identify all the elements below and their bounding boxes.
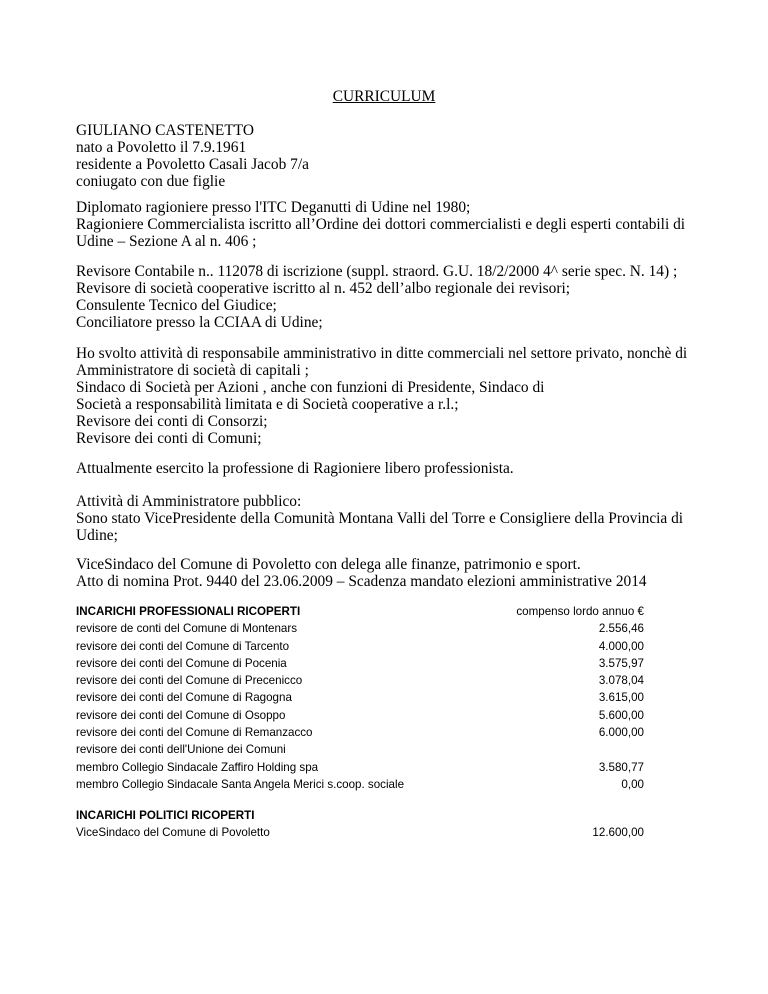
experience-line: Revisore dei conti di Comuni; [76,430,262,447]
experience-line: Sindaco di Società per Azioni , anche con funzioni di Presidente, Sindaco di [76,379,545,396]
table-row [76,724,644,741]
person-name: GIULIANO CASTENETTO [76,122,254,139]
family-info: coniugato con due figlie [76,173,226,190]
row-label: revisore dei conti del Comune di Ragogna [76,691,292,705]
table-row [76,824,644,841]
public-admin-line: Udine; [76,527,118,544]
current-profession [76,460,706,477]
education-line: Ragioniere Commercialista iscritto all’Ordine dei dottori commercialisti e degli esperti contabili di [76,216,686,233]
education-line: Diplomato ragioniere presso l'ITC Deganutti di Udine nel 1980; [76,199,471,216]
row-amount: 0,00 [621,777,644,791]
vicesindaco-line: ViceSindaco del Comune di Povoletto con delega alle finanze, patrimonio e sport. [76,556,581,573]
political-table [76,807,644,842]
public-admin-line: Sono stato VicePresidente della Comunità Montana Valli del Torre e Consigliere della Provincia di [76,510,684,527]
personal-info [76,122,706,190]
row-amount: 3.575,97 [598,656,644,670]
residence-info: residente a Povoletto Casali Jacob 7/a [76,156,309,173]
row-amount: 3.078,04 [598,674,644,688]
row-amount: 3.615,00 [598,691,644,705]
row-label: revisore dei conti del Comune di Osoppo [76,708,286,722]
row-label: revisore dei conti dell'Unione dei Comuni [76,743,286,757]
education-line: Udine – Sezione A al n. 406 ; [76,233,257,250]
education-section [76,199,706,250]
table-row [76,741,644,758]
experience-line: Revisore dei conti di Consorzi; [76,413,268,430]
row-amount: 4.000,00 [598,639,644,653]
table-row [76,620,644,637]
row-amount: 3.580,77 [598,760,644,774]
registration-line: Conciliatore presso la CCIAA di Udine; [76,314,323,331]
document-title: CURRICULUM [332,88,436,105]
table-header-row [76,807,644,824]
registration-line: Revisore di società cooperative iscritto al n. 452 dell’albo regionale dei revisori; [76,280,571,297]
row-label: membro Collegio Sindacale Santa Angela Merici s.coop. sociale [76,777,405,791]
vicesindaco-section [76,556,706,590]
political-table-header: INCARICHI POLITICI RICOPERTI [76,809,255,822]
row-label: revisore dei conti del Comune di Remanzacco [76,726,313,740]
professional-table-header: INCARICHI PROFESSIONALI RICOPERTI [76,605,301,618]
row-amount: 6.000,00 [598,726,644,740]
experience-line: Amministratore di società di capitali ; [76,362,309,379]
registration-line: Consulente Tecnico del Giudice; [76,297,277,314]
table-row [76,759,644,776]
public-admin-line: Attività di Amministratore pubblico: [76,493,302,510]
table-header-row [76,603,644,620]
row-label: revisore dei conti del Comune di Precenicco [76,674,303,688]
row-label: ViceSindaco del Comune di Povoletto [76,826,270,840]
table-row [76,689,644,706]
table-row [76,672,644,689]
experience-line: Società a responsabilità limitata e di Società cooperative a r.l.; [76,396,459,413]
registration-line: Revisore Contabile n.. 112078 di iscrizione (suppl. straord. G.U. 18/2/2000 4^ serie spec. N. 14) ; [76,263,678,280]
amount-column-header: compenso lordo annuo € [516,605,644,618]
public-admin-section [76,493,706,544]
row-label: revisore de conti del Comune di Montenars [76,622,298,636]
current-profession-line: Attualmente esercito la professione di Ragioniere libero professionista. [76,460,514,477]
table-row [76,638,644,655]
vicesindaco-line: Atto di nomina Prot. 9440 del 23.06.2009 – Scadenza mandato elezioni amministrative 2014 [76,573,647,590]
table-row [76,655,644,672]
row-amount: 12.600,00 [592,826,644,840]
row-label: revisore dei conti del Comune di Pocenia [76,656,287,670]
row-label: membro Collegio Sindacale Zaffiro Holding spa [76,760,319,774]
row-label: revisore dei conti del Comune di Tarcento [76,639,290,653]
table-row [76,776,644,793]
registrations-section [76,263,706,331]
row-amount: 5.600,00 [598,708,644,722]
experience-section [76,345,706,447]
birth-info: nato a Povoletto il 7.9.1961 [76,139,247,156]
table-row [76,707,644,724]
professional-table [76,603,644,793]
row-amount: 2.556,46 [598,622,644,636]
experience-line: Ho svolto attività di responsabile amministrativo in ditte commerciali nel settore privato, nonchè di [76,345,688,362]
